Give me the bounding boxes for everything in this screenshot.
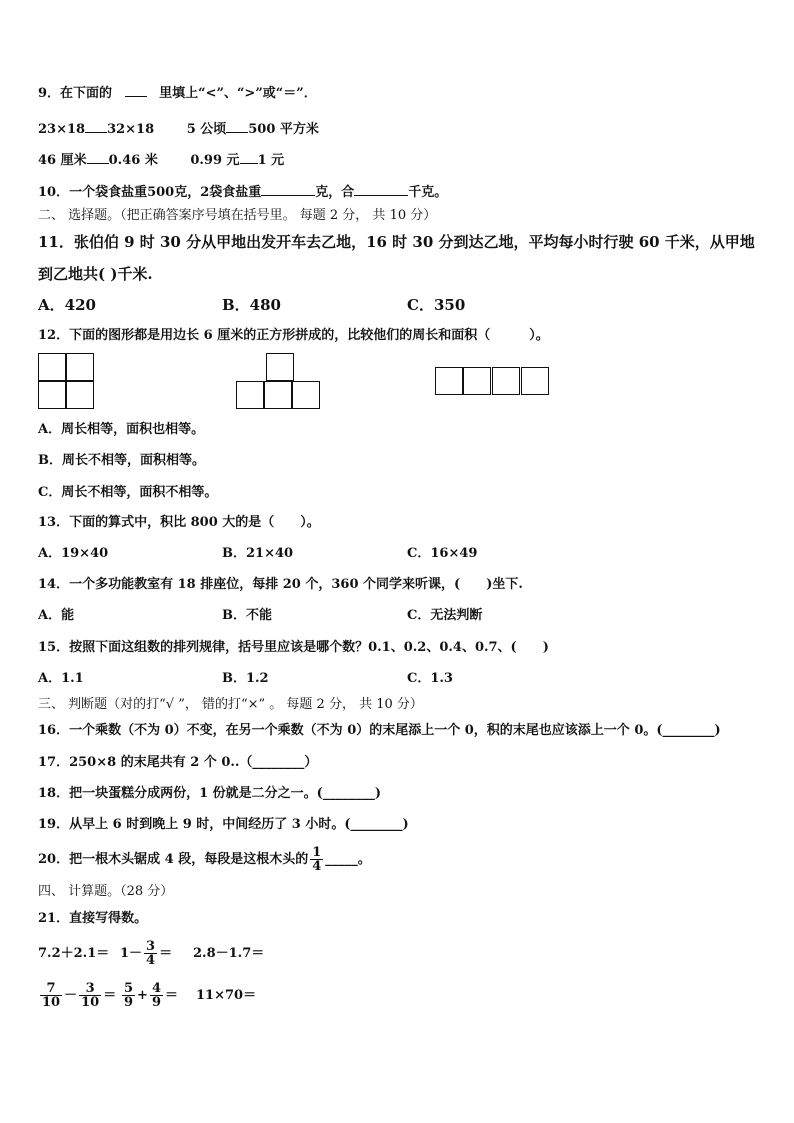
q9-title: 9．在下面的 里填上“<”、“>”或“＝”． bbox=[38, 86, 317, 101]
expr-3: 2.8－1.7＝ bbox=[193, 946, 265, 961]
q14-option-b: B．不能 bbox=[222, 608, 272, 623]
section-4-heading: 四、 计算题。（28 分） bbox=[38, 884, 174, 899]
q15-stem: 15．按照下面这组数的排列规律，括号里应该是哪个数？0.1、0.2、0.4、0.7、( ) bbox=[38, 640, 549, 655]
square bbox=[521, 367, 549, 395]
square bbox=[38, 353, 66, 381]
q17: 17．250×8 的末尾共有 2 个 0..（________） bbox=[38, 755, 318, 770]
q18: 18．把一块蛋糕分成两份，1 份就是二分之一。(________) bbox=[38, 786, 381, 801]
q14-option-a: A．能 bbox=[38, 608, 75, 623]
blank bbox=[226, 120, 248, 133]
q13-option-b: B．21×40 bbox=[222, 546, 294, 561]
square bbox=[492, 367, 520, 395]
blank bbox=[85, 120, 107, 133]
square bbox=[66, 353, 94, 381]
q13-option-c: C．16×49 bbox=[407, 546, 478, 561]
blank bbox=[354, 183, 408, 196]
q10: 10．一个袋食盐重500克，2袋食盐重 克，合 千克。 bbox=[38, 185, 448, 200]
q13-option-a: A．19×40 bbox=[38, 546, 109, 561]
q12-option-b: B．周长不相等，面积相等。 bbox=[38, 453, 205, 468]
square bbox=[266, 353, 294, 381]
fraction: $\frac{5}{9}$ bbox=[124, 981, 134, 1010]
q9-row1: 23×18 32×18 5 公顷 500 平方米 bbox=[38, 122, 319, 137]
expr-2: 1－ $\frac{3}{4}$ ＝ bbox=[120, 939, 173, 968]
q15-option-b: B．1.2 bbox=[222, 671, 269, 686]
q15-option-c: C．1.3 bbox=[407, 671, 453, 686]
q12-stem: 12．下面的图形都是用边长 6 厘米的正方形拼成的，比较他们的周长和面积（ ）。 bbox=[38, 328, 549, 343]
q13-stem: 13．下面的算式中，积比 800 大的是（ ）。 bbox=[38, 515, 320, 530]
fraction: $\frac{7}{10}$ bbox=[42, 981, 61, 1010]
blank bbox=[125, 84, 147, 97]
q11-line1: 11．张伯伯 9 时 30 分从甲地出发开车去乙地，16 时 30 分到达乙地，平均每小时行驶 60 千米，从甲地 bbox=[38, 233, 755, 251]
blank bbox=[87, 151, 109, 164]
square bbox=[66, 381, 94, 409]
q14-option-c: C．无法判断 bbox=[407, 608, 483, 623]
square bbox=[292, 381, 320, 409]
section-2-heading: 二、 选择题。（把正确答案序号填在括号里。 每题 2 分， 共 10 分） bbox=[38, 208, 437, 223]
expr-4: $\frac{7}{10}$ － $\frac{3}{10}$ ＝ bbox=[42, 981, 117, 1010]
q12-option-c: C．周长不相等，面积不相等。 bbox=[38, 485, 218, 500]
q11-option-a: A．420 bbox=[38, 296, 96, 314]
square bbox=[264, 381, 292, 409]
q12-option-a: A．周长相等，面积也相等。 bbox=[38, 422, 205, 437]
q21-stem: 21．直接写得数。 bbox=[38, 911, 148, 926]
fraction: $\frac{3}{4}$ bbox=[146, 939, 156, 968]
q11-option-b: B．480 bbox=[222, 296, 281, 314]
q15-option-a: A．1.1 bbox=[38, 671, 84, 686]
q11-line2: 到乙地共( )千米. bbox=[38, 265, 153, 283]
blank bbox=[240, 151, 258, 164]
q9-row2: 46 厘米 0.46 米 0.99 元 1 元 bbox=[38, 153, 285, 168]
square bbox=[463, 367, 491, 395]
expr-5: $\frac{5}{9}$ + $\frac{4}{9}$ ＝ bbox=[124, 981, 179, 1010]
fraction-one-quarter: $\frac{1}{4}$ bbox=[312, 845, 322, 874]
q20: 20．把一根木头锯成 4 段，每段是这根木头的 $\frac{1}{4}$ _____。 bbox=[38, 845, 371, 874]
q14-stem: 14．一个多功能教室有 18 排座位，每排 20 个，360 个同学来听课，( )坐下. bbox=[38, 577, 523, 592]
q11-option-c: C．350 bbox=[407, 296, 466, 314]
expr-6: 11×70＝ bbox=[196, 988, 257, 1003]
q16: 16．一个乘数（不为 0）不变，在另一个乘数（不为 0）的末尾添上一个 0，积的末尾也应该添上一个 0。(________) bbox=[38, 723, 721, 738]
square bbox=[435, 367, 463, 395]
expr-1: 7.2＋2.1＝ bbox=[38, 946, 110, 961]
q19: 19．从早上 6 时到晚上 9 时，中间经历了 3 小时。(________) bbox=[38, 817, 409, 832]
square bbox=[236, 381, 264, 409]
fraction: $\frac{3}{10}$ bbox=[81, 981, 100, 1010]
fraction: $\frac{4}{9}$ bbox=[151, 981, 161, 1010]
blank bbox=[261, 183, 315, 196]
square bbox=[38, 381, 66, 409]
section-3-heading: 三、 判断题（对的打“√ ”， 错的打“×” 。 每题 2 分， 共 10 分） bbox=[38, 697, 423, 712]
